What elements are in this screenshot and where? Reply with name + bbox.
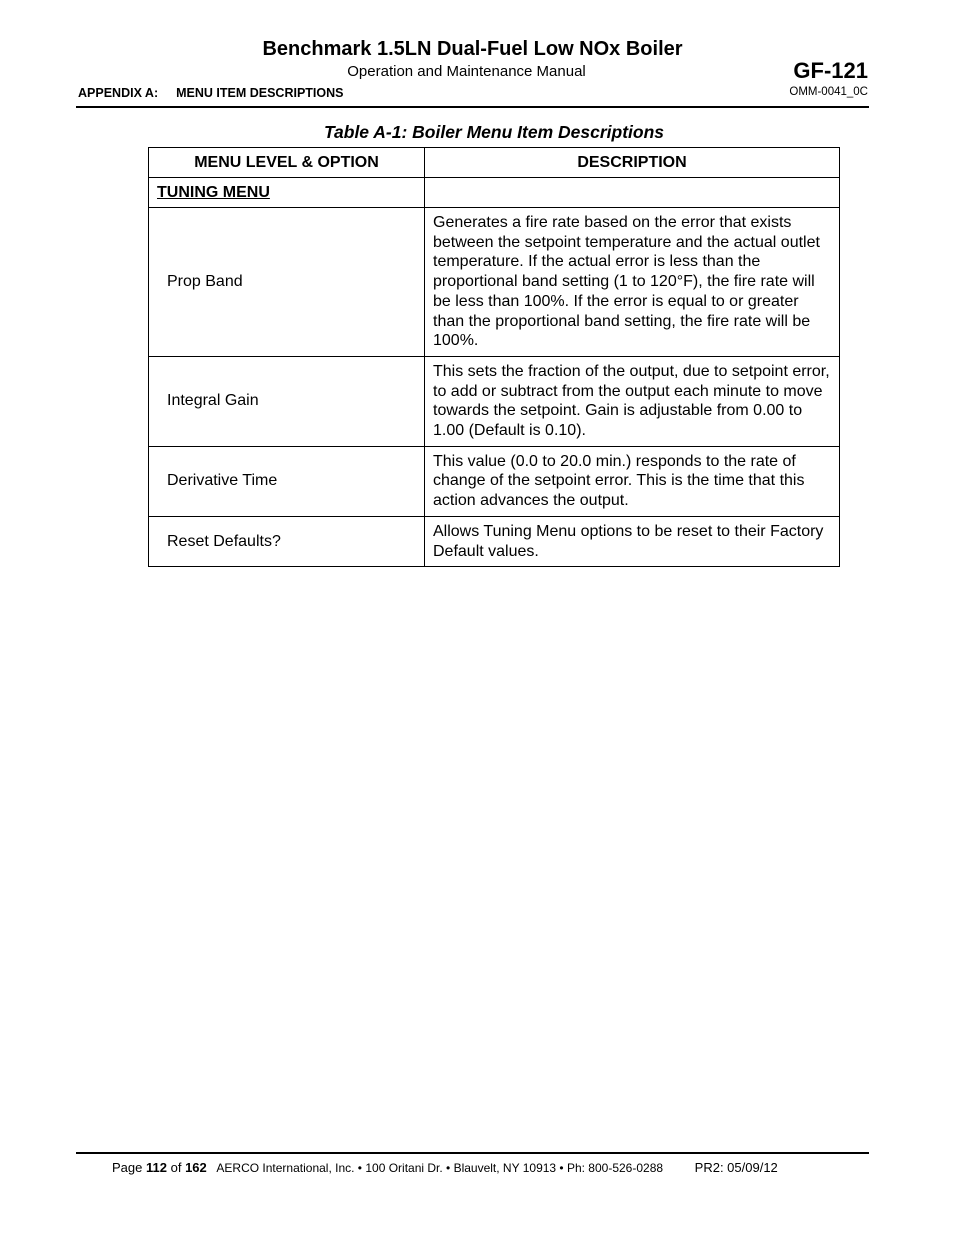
document-subtitle: Operation and Maintenance Manual xyxy=(347,63,586,80)
page-word: Page xyxy=(112,1160,143,1175)
company-address: AERCO International, Inc. • 100 Oritani Dr. • Blauvelt, NY 10913 • Ph: 800-526-0288 xyxy=(216,1161,664,1175)
section-row xyxy=(149,178,840,208)
column-header-description: DESCRIPTION xyxy=(425,148,840,178)
appendix-title: MENU ITEM DESCRIPTIONS xyxy=(176,86,344,100)
of-word: of xyxy=(170,1160,182,1175)
table-row xyxy=(149,446,840,516)
page-header xyxy=(76,36,869,108)
document-number: OMM-0041_0C xyxy=(789,86,868,98)
page-number: 112 xyxy=(146,1160,167,1175)
table-row xyxy=(149,356,840,446)
description-cell: Allows Tuning Menu options to be reset to their Factory Default values. xyxy=(425,516,840,566)
table-header-row xyxy=(149,148,840,178)
column-header-option: MENU LEVEL & OPTION xyxy=(149,148,425,178)
section-empty-cell xyxy=(425,178,840,208)
section-title: TUNING MENU xyxy=(149,178,425,208)
revision-date: PR2: 05/09/12 xyxy=(694,1160,778,1175)
page-footer xyxy=(76,1152,869,1175)
total-pages: 162 xyxy=(185,1160,207,1175)
option-cell: Reset Defaults? xyxy=(149,516,425,566)
option-cell: Integral Gain xyxy=(149,356,425,446)
menu-items-table xyxy=(148,147,840,567)
description-cell: This sets the fraction of the output, due to setpoint error, to add or subtract from the output each minute to move towards the setpoint. Gain is adjustable from 0.00 to 1.00 (Default is 0.10). xyxy=(425,356,840,446)
option-cell: Prop Band xyxy=(149,208,425,357)
table-row xyxy=(149,208,840,357)
document-title: Benchmark 1.5LN Dual-Fuel Low NOx Boiler xyxy=(262,38,683,60)
option-cell: Derivative Time xyxy=(149,446,425,516)
document-code: GF-121 xyxy=(793,58,868,83)
appendix-heading xyxy=(78,85,343,101)
table-row xyxy=(149,516,840,566)
footer-text xyxy=(112,1160,778,1176)
appendix-label: APPENDIX A: xyxy=(78,86,159,100)
table-caption: Table A-1: Boiler Menu Item Descriptions xyxy=(323,122,664,142)
description-cell: Generates a fire rate based on the error that exists between the setpoint temperature and the actual outlet temperature. If the actual error is less than the proportional band setting (1 to 120°F), the fire rate will be less than 100%. If the error is equal to or greater than the proportional band setting, the fire rate will be 100%. xyxy=(425,208,840,357)
description-cell: This value (0.0 to 20.0 min.) responds to the rate of change of the setpoint error. This is the time that this action advances the output. xyxy=(425,446,840,516)
